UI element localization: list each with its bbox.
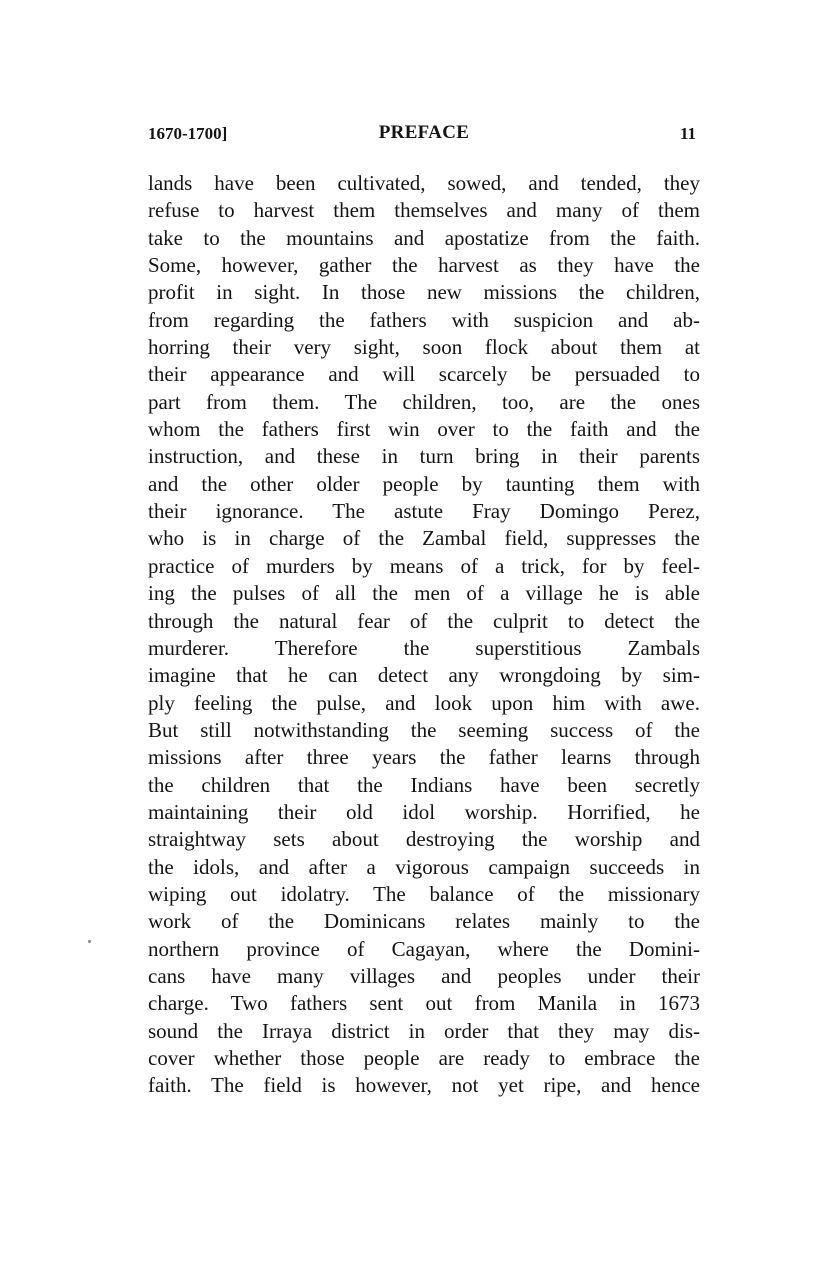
text-line: part from them. The children, too, are the ones: [148, 389, 700, 414]
text-line: refuse to harvest them themselves and many of them: [148, 198, 700, 223]
text-line: straightway sets about destroying the worship and: [148, 827, 700, 852]
text-line: from regarding the fathers with suspicion and ab-: [148, 307, 700, 332]
text-line: work of the Dominicans relates mainly to the: [148, 909, 700, 934]
text-line: faith. The field is however, not yet ripe, and hence: [148, 1073, 700, 1098]
text-line: ing the pulses of all the men of a village he is able: [148, 581, 700, 606]
text-line: and the other older people by taunting them with: [148, 471, 700, 496]
text-line: sound the Irraya district in order that they may dis-: [148, 1018, 700, 1043]
page-number: 11: [679, 124, 696, 143]
text-line: practice of murders by means of a trick, for by feel-: [148, 553, 700, 578]
text-line: horring their very sight, soon flock about them at: [148, 335, 700, 360]
body-text: [148, 170, 700, 1100]
text-line: their ignorance. The astute Fray Domingo Perez,: [148, 499, 700, 524]
text-line: murderer. Therefore the superstitious Zambals: [148, 635, 700, 660]
text-line: northern province of Cagayan, where the Domini-: [148, 936, 700, 961]
text-line: maintaining their old idol worship. Horrified, he: [148, 799, 700, 824]
text-line: through the natural fear of the culprit to detect the: [148, 608, 700, 633]
text-line: imagine that he can detect any wrongdoing by sim-: [148, 663, 700, 688]
text-line: lands have been cultivated, sowed, and tended, they: [148, 171, 700, 195]
text-line: who is in charge of the Zambal field, suppresses the: [148, 526, 700, 551]
section-title: PREFACE: [378, 122, 470, 143]
text-line: Some, however, gather the harvest as they have the: [148, 253, 700, 278]
text-line: the idols, and after a vigorous campaign succeeds in: [148, 854, 700, 879]
text-line: cans have many villages and peoples under their: [148, 963, 700, 988]
text-line: the children that the Indians have been secretly: [148, 772, 700, 797]
text-line: charge. Two fathers sent out from Manila in 1673: [148, 991, 700, 1016]
date-range: 1670-1700]: [148, 124, 228, 143]
text-line: wiping out idolatry. The balance of the missionary: [148, 881, 700, 906]
text-line: take to the mountains and apostatize from the faith.: [148, 225, 700, 250]
text-line: whom the fathers first win over to the faith and the: [148, 417, 700, 442]
text-line: missions after three years the father learns through: [148, 745, 700, 770]
text-line: cover whether those people are ready to embrace the: [148, 1046, 700, 1070]
margin-speck: [88, 940, 91, 943]
text-line: ply feeling the pulse, and look upon him with awe.: [148, 690, 700, 715]
text-line: profit in sight. In those new missions the children,: [148, 280, 700, 305]
running-head: [148, 122, 700, 148]
text-line: their appearance and will scarcely be persuaded to: [148, 362, 700, 387]
text-line: But still notwithstanding the seeming success of the: [148, 717, 700, 742]
text-line: instruction, and these in turn bring in their parents: [148, 444, 700, 469]
